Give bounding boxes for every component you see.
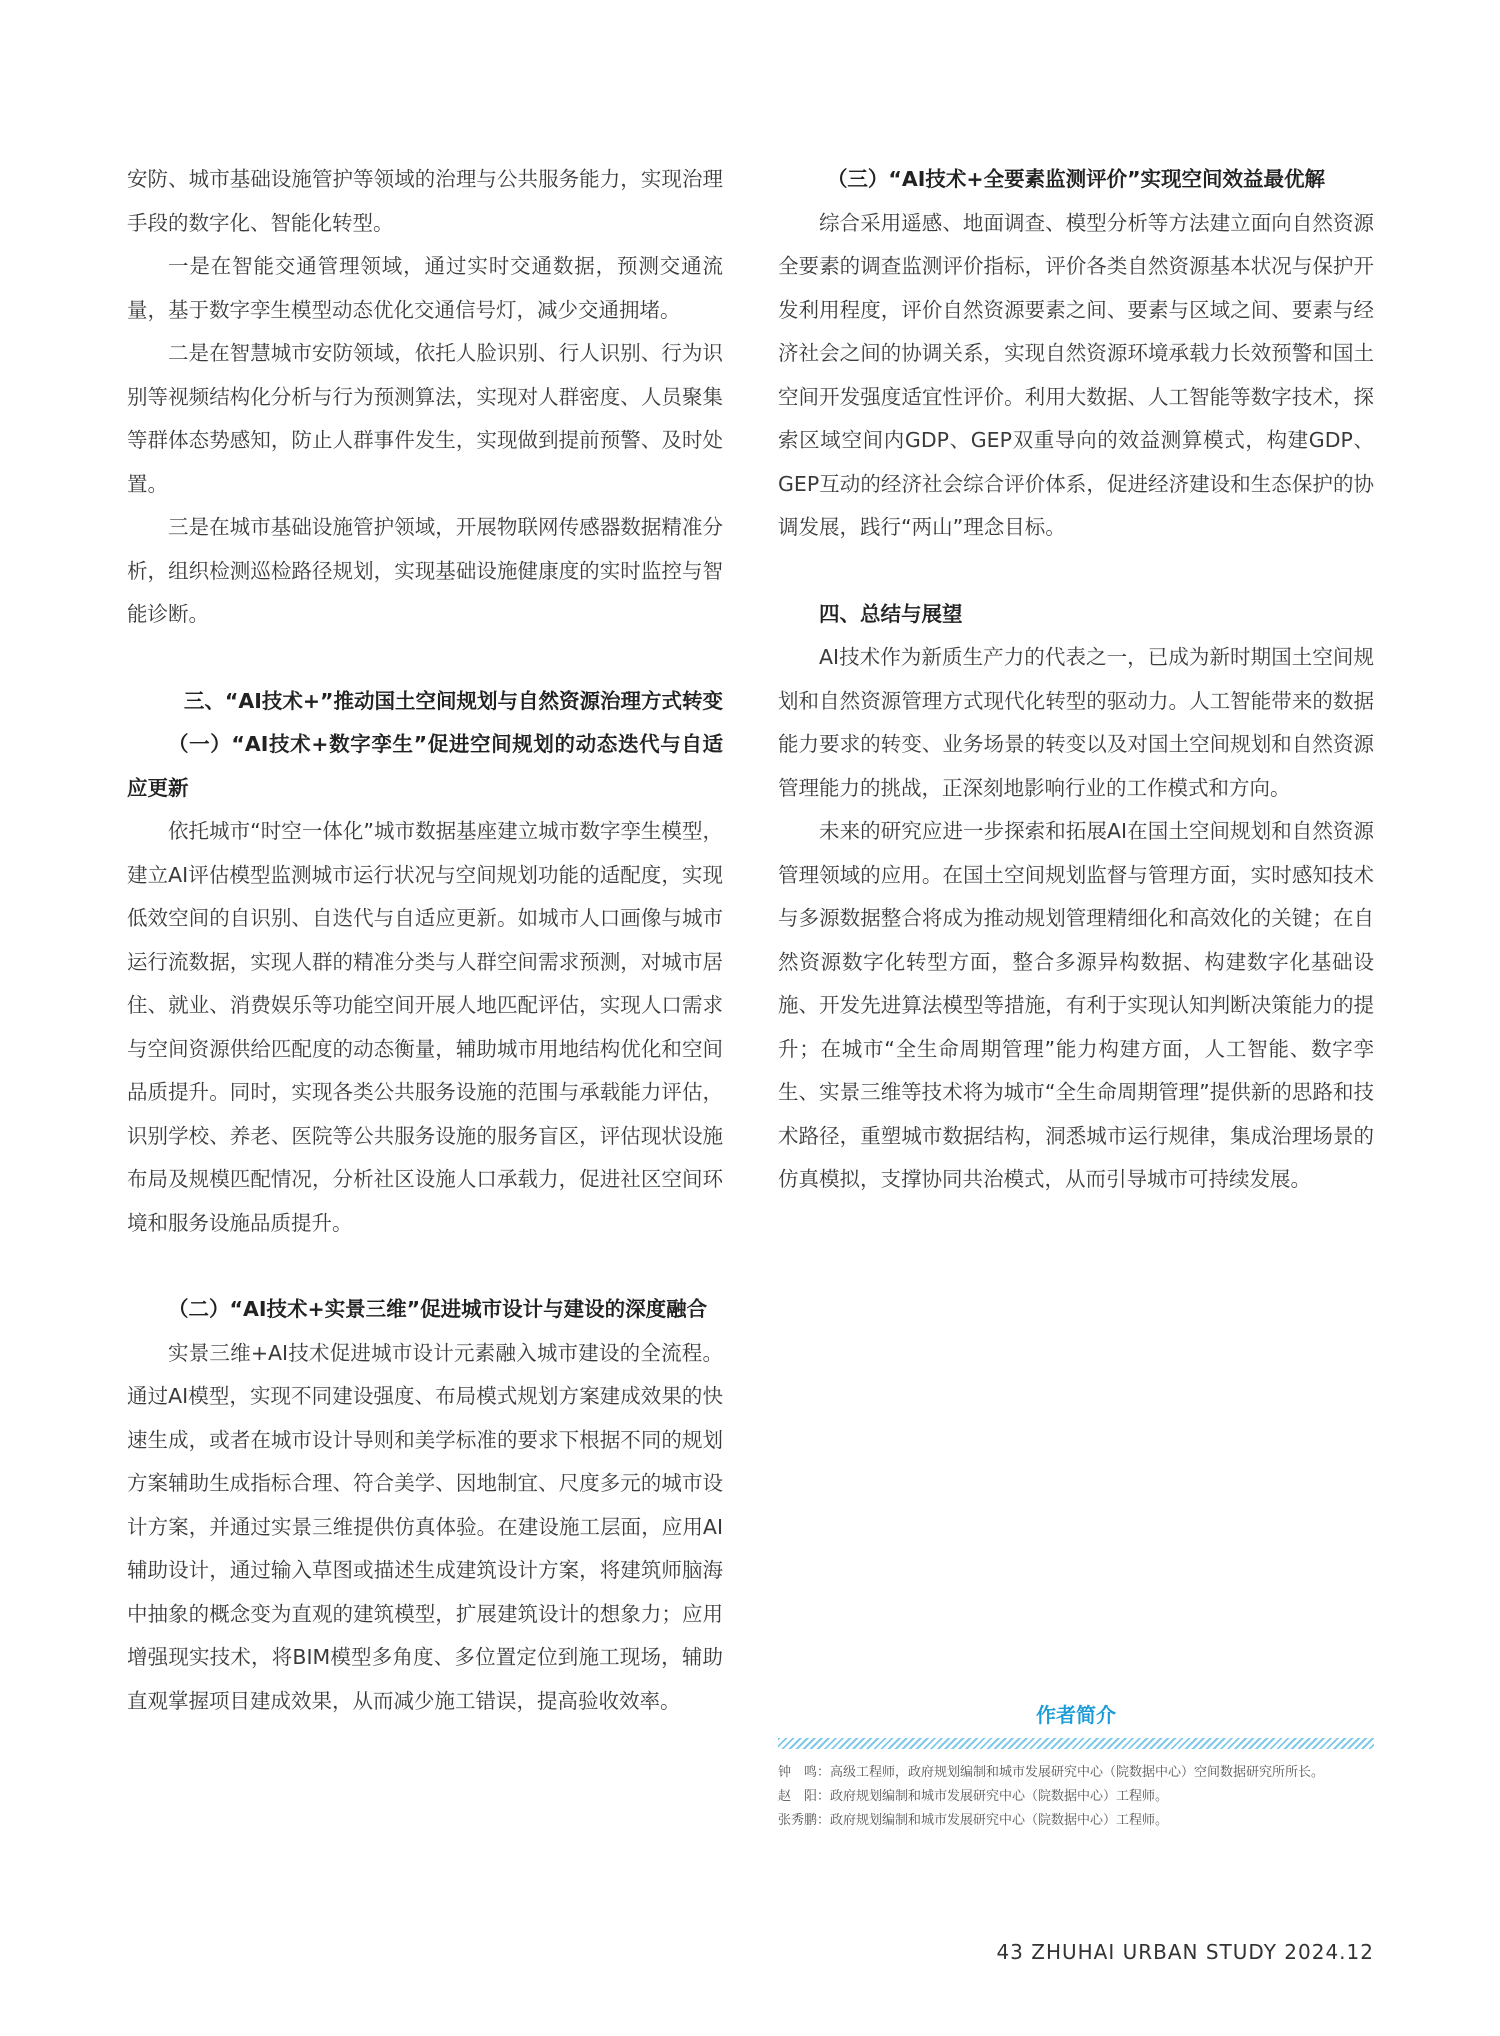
paragraph: 依托城市“时空一体化”城市数据基座建立城市数字孪生模型，建立AI评估模型监测城市运行状况与空间规划功能的适配度，实现低效空间的自识别、自迭代与自适应更新。如城市人口画像与城市运行流数据，实现人群的精准分类与人群空间需求预测，对城市居住、就业、消费娱乐等功能空间开展人地匹配评估，实现人口需求与空间资源供给匹配度的动态衡量，辅助城市用地结构优化和空间品质提升。同时，实现各类公共服务设施的范围与承载能力评估，识别学校、养老、医院等公共服务设施的服务盲区，评估现状设施布局及规模匹配情况，分析社区设施人口承载力，促进社区空间环境和服务设施品质提升。 bbox=[127, 819, 723, 1235]
section-heading: 四、总结与展望 bbox=[819, 601, 963, 626]
subsection-heading: （三）“AI技术+全要素监测评价”实现空间效益最优解 bbox=[826, 167, 1326, 191]
paragraph: 实景三维+AI技术促进城市设计元素融入城市建设的全流程。通过AI模型，实现不同建设强度、布局模式规划方案建成效果的快速生成，或者在城市设计导则和美学标准的要求下根据不同的规划方案辅助生成指标合理、符合美学、因地制宜、尺度多元的城市设计方案，并通过实景三维提供仿真体验。在建设施工层面，应用AI辅助设计，通过输入草图或描述生成建筑设计方案，将建筑师脑海中抽象的概念变为直观的建筑模型，扩展建筑设计的想象力；应用增强现实技术，将BIM模型多角度、多位置定位到施工现场，辅助直观掌握项目建成效果，从而减少施工错误，提高验收效率。 bbox=[127, 1340, 723, 1713]
paragraph: 综合采用遥感、地面调查、模型分析等方法建立面向自然资源全要素的调查监测评价指标，评价各类自然资源基本状况与保护开发利用程度，评价自然资源要素之间、要素与区域之间、要素与经济社会之间的协调关系，实现自然资源环境承载力长效预警和国土空间开发强度适宜性评价。利用大数据、人工智能等数字技术，探索区域空间内GDP、GEP双重导向的效益测算模式，构建GDP、GEP互动的经济社会综合评价体系，促进经济建设和生态保护的协调发展，践行“两山”理念目标。 bbox=[778, 210, 1374, 539]
left-column bbox=[127, 158, 723, 1723]
author-bio-box bbox=[778, 1700, 1374, 1833]
author-line: 钟 鸣：高级工程师，政府规划编制和城市发展研究中心（院数据中心）空间数据研究所所长。 bbox=[778, 1765, 1325, 1780]
paragraph: 安防、城市基础设施管护等领域的治理与公共服务能力，实现治理手段的数字化、智能化转型。 bbox=[127, 167, 723, 235]
paragraph: 未来的研究应进一步探索和拓展AI在国土空间规划和自然资源管理领域的应用。在国土空间规划监督与管理方面，实时感知技术与多源数据整合将成为推动规划管理精细化和高效化的关键；在自然资源数字化转型方面，整合多源异构数据、构建数字化基础设施、开发先进算法模型等措施，有利于实现认知判断决策能力的提升；在城市“全生命周期管理”能力构建方面，人工智能、数字孪生、实景三维等技术将为城市“全生命周期管理”提供新的思路和技术路径，重塑城市数据结构，洞悉城市运行规律，集成治理场景的仿真模拟，支撑协同共治模式，从而引导城市可持续发展。 bbox=[778, 819, 1374, 1191]
author-line: 张秀鹏：政府规划编制和城市发展研究中心（院数据中心）工程师。 bbox=[778, 1813, 1169, 1828]
hatch-divider bbox=[778, 1738, 1374, 1749]
subsection-heading: （一）“AI技术+数字孪生”促进空间规划的动态迭代与自适应更新 bbox=[127, 732, 723, 800]
author-bio-title: 作者简介 bbox=[1036, 1703, 1116, 1727]
paragraph: 一是在智能交通管理领域，通过实时交通数据，预测交通流量，基于数字孪生模型动态优化交通信号灯，减少交通拥堵。 bbox=[127, 254, 723, 322]
paragraph: AI技术作为新质生产力的代表之一，已成为新时期国土空间规划和自然资源管理方式现代化转型的驱动力。人工智能带来的数据能力要求的转变、业务场景的转变以及对国土空间规划和自然资源管理能力的挑战，正深刻地影响行业的工作模式和方向。 bbox=[778, 645, 1374, 800]
author-line: 赵 阳：政府规划编制和城市发展研究中心（院数据中心）工程师。 bbox=[778, 1789, 1169, 1804]
right-column bbox=[778, 158, 1374, 1202]
subsection-heading: （二）“AI技术+实景三维”促进城市设计与建设的深度融合 bbox=[168, 1297, 708, 1321]
paragraph: 二是在智慧城市安防领域，依托人脸识别、行人识别、行为识别等视频结构化分析与行为预测算法，实现对人群密度、人员聚集等群体态势感知，防止人群事件发生，实现做到提前预警、及时处置。 bbox=[127, 341, 723, 496]
page-footer: 43 ZHUHAI URBAN STUDY 2024.12 bbox=[996, 1940, 1374, 1964]
paragraph: 三是在城市基础设施管护领域，开展物联网传感器数据精准分析，组织检测巡检路径规划，实现基础设施健康度的实时监控与智能诊断。 bbox=[127, 515, 723, 626]
section-heading: 三、“AI技术+”推动国土空间规划与自然资源治理方式转变 bbox=[183, 688, 723, 713]
